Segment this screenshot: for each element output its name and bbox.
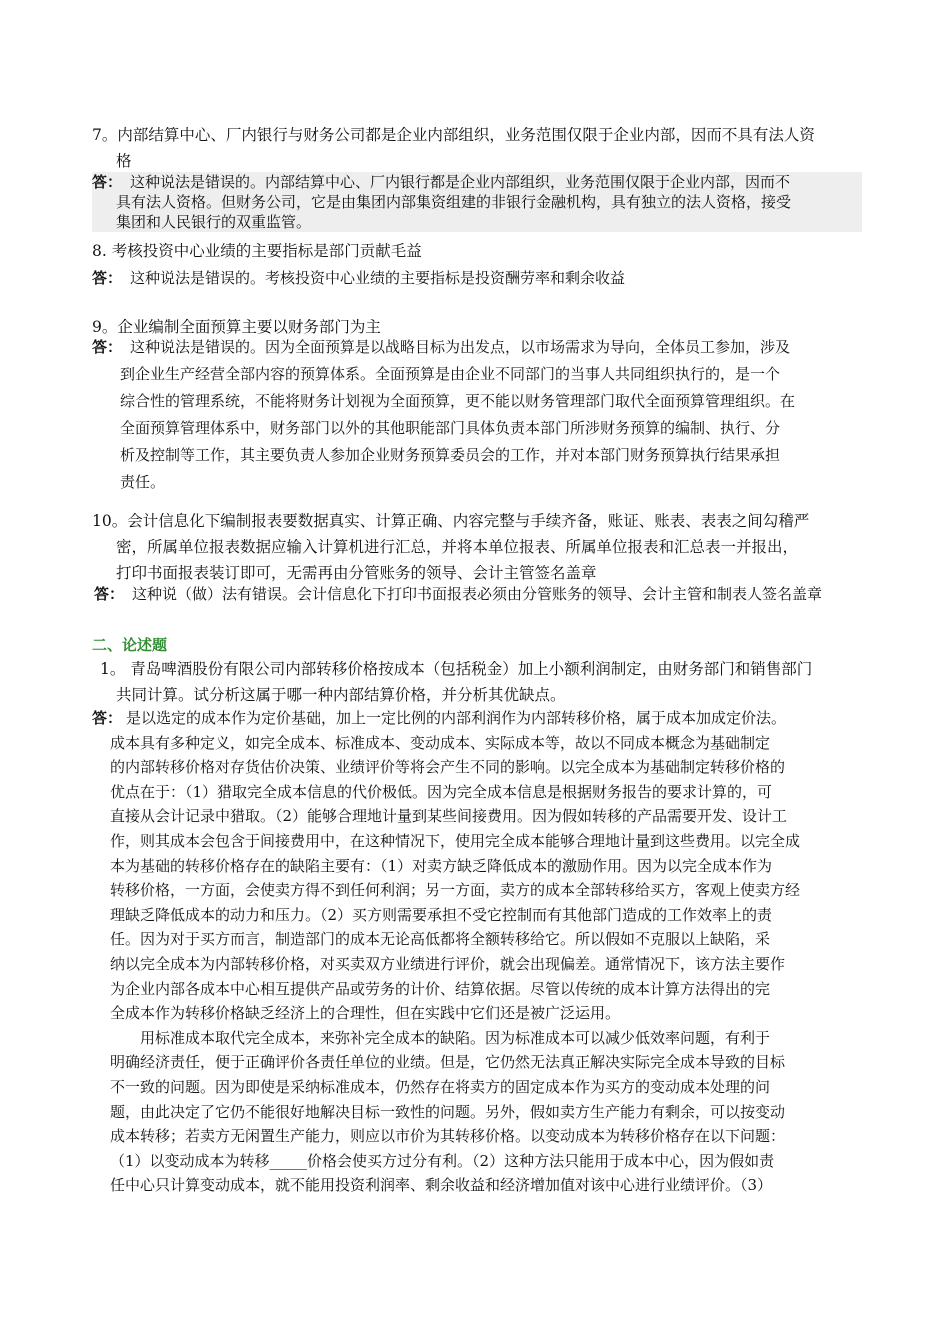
answer-line: 用标准成本取代完全成本，来弥补完全成本的缺陷。因为标准成本可以减少低效率问题，有利于 [140,1028,771,1047]
answer-label: 答： [92,173,123,191]
answer-line: 直接从会计记录中猎取。（2）能够合理地计量到某些间接费用。因为假如转移的产品需要开发、设计工 [110,807,788,826]
answer-text: 这种说法是错误的。考核投资中心业绩的主要指标是投资酬劳率和剩余收益 [130,269,626,287]
question-line: 9。企业编制全面预算主要以财务部门为主 [92,318,381,336]
answer-line: 全成本作为转移价格缺乏经济上的合理性，但在实践中它们还是被广泛运用。 [110,1004,621,1023]
answer-line [92,172,862,192]
answer-line: 转移价格，一方面，会使卖方得不到任何利润；另一方面，卖方的成本全部转移给买方，客观上使卖方经 [110,881,801,900]
question-10 [92,508,809,586]
answer-label: 答： [94,585,125,603]
question-8 [92,238,422,264]
question-line: 密，所属单位报表数据应输入计算机进行汇总，并将本单位报表、所属单位报表和汇总表一并报出， [116,538,799,556]
answer-line: 综合性的管理系统，不能将财务计划视为全面预算，更不能以财务管理部门取代全面预算管理组织。在 [120,392,796,410]
question-line: 8. 考核投资中心业绩的主要指标是部门贡献毛益 [92,242,422,260]
answer-line: 集团和人民银行的双重监管。 [92,212,862,232]
answer-text: 是以选定的成本作为定价基础，加上一定比例的内部利润作为内部转移价格，属于成本加成定价法。 [126,709,787,727]
answer-label: 答： [92,269,123,287]
answer-line: 理缺乏降低成本的动力和压力。（2）买方则需要承担不受它控制而有其他部门造成的工作效率上的责 [110,905,773,924]
answer-line: （1）以变动成本为转移_____价格会使买方过分有利。（2）这种方法只能用于成本中心，因为假如责 [110,1151,775,1170]
answer-line: 任。因为对于买方而言，制造部门的成本无论高低都将全额转移给它。所以假如不克服以上缺陷，采 [110,930,771,949]
answer-label: 答： [92,338,123,356]
answer-line: 责任。 [120,473,166,491]
answer-line: 不一致的问题。因为即使是采纳标准成本，仍然存在将卖方的固定成本作为买方的变动成本处理的问 [110,1077,771,1096]
answer-line: 的内部转移价格对存货估价决策、业绩评价等将会产生不同的影响。以完全成本为基础制定转移价格的 [110,758,786,777]
answer-line: 到企业生产经营全部内容的预算体系。全面预算是由企业不同部门的当事人共同组织执行的，是一个 [120,365,781,383]
question-line: 格 [116,152,132,170]
answer-9 [92,334,795,496]
question-line: 10。会计信息化下编制报表要数据真实、计算正确、内容完整与手续齐备，账证、账表、表表之间勾稽严 [92,512,810,530]
answer-line: 题，由此决定了它仍不能很好地解决目标一致性的问题。另外，假如卖方生产能力有剩余，可以按变动 [110,1102,786,1121]
question-line: 共同计算。试分析这属于哪一种内部结算价格，并分析其优缺点。 [116,686,566,704]
answer-line: 具有法人资格。但财务公司，它是由集团内部集资组建的非银行金融机构，具有独立的法人资格，接受 [92,192,862,212]
answer-label: 答： [92,709,123,727]
answer-line: 全面预算管理体系中，财务部门以外的其他职能部门具体负责本部门所涉财务预算的编制、执行、分 [120,419,781,437]
answer-line: 作，则其成本会包含于间接费用中，在这种情况下，使用完全成本能够合理地计量到这些费用。以完全成 [110,831,801,850]
answer-line: 明确经济责任，便于正确评价各责任单位的业绩。但是，它仍然无法真正解决实际完全成本导致的目标 [110,1053,786,1072]
answer-text: 这种说（做）法有错误。会计信息化下打印书面报表必须由分管账务的领导、会计主管和制表人签名盖章 [132,585,823,603]
essay-answer-1 [92,706,800,1198]
answer-line: 成本具有多种定义，如完全成本、标准成本、变动成本、实际成本等，故以不同成本概念为基础制定 [110,733,771,752]
question-line: 7。内部结算中心、厂内银行与财务公司都是企业内部组织，业务范围仅限于企业内部，因而不具有法人资 [92,126,815,144]
answer-line: 优点在于：（1）猎取完全成本信息的代价极低。因为完全成本信息是根据财务报告的要求计算的，可 [110,782,773,801]
question-line: 1。 青岛啤酒股份有限公司内部转移价格按成本（包括税金）加上小额利润制定，由财务部门和销售部门 [100,660,813,678]
answer-line: 本为基础的转移价格存在的缺陷主要有：（1）对卖方缺乏降低成本的激励作用。因为以完全成本作为 [110,856,773,875]
answer-text: 这种说法是错误的。因为全面预算是以战略目标为出发点，以市场需求为导向，全体员工参加，涉及 [130,338,791,356]
answer-8 [92,266,625,290]
essay-question-1 [100,656,812,708]
answer-line: 纳以完全成本为内部转移价格，对买卖双方业绩进行评价，就会出现偏差。通常情况下，该方法主要作 [110,954,786,973]
answer-line: 成本转移；若卖方无闲置生产能力，则应以市价为其转移价格。以变动成本为转移价格存在以下问题： [110,1127,786,1146]
answer-line: 析及控制等工作，其主要负责人参加企业财务预算委员会的工作，并对本部门财务预算执行结果承担 [120,446,781,464]
question-7 [92,122,815,174]
answer-10 [94,582,822,606]
answer-line: 为企业内部各成本中心相互提供产品或劳务的计价、结算依据。尽管以传统的成本计算方法得出的完 [110,979,771,998]
answer-line: 任中心只计算变动成本，就不能用投资利润率、剩余收益和经济增加值对该中心进行业绩评价。（3） [110,1176,773,1195]
section-heading: 二、论述题 [92,636,168,654]
question-line: 打印书面报表装订即可，无需再由分管账务的领导、会计主管签名盖章 [116,564,597,582]
answer-text: 这种说法是错误的。内部结算中心、厂内银行都是企业内部组织，业务范围仅限于企业内部，因而不 [130,173,791,191]
answer-7 [92,172,862,232]
